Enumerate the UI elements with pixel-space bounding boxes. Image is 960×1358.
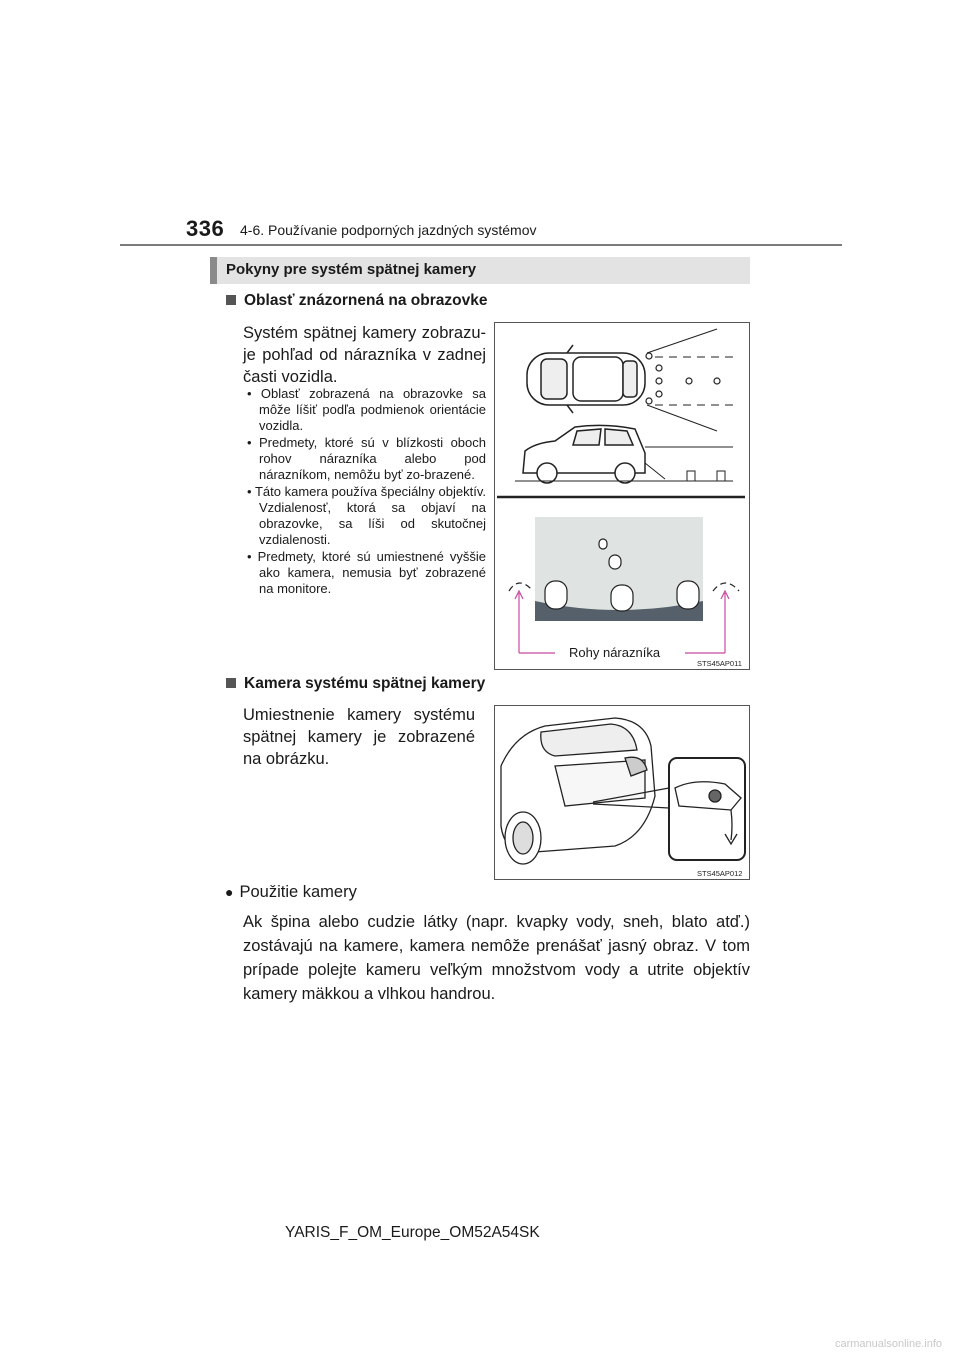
camera-view-figure [494, 322, 750, 670]
circle-bullet-icon: ● [225, 884, 234, 900]
usage-paragraph: Ak špina alebo cudzie látky (napr. kvapky vody, sneh, blato atď.) zostávajú na kamere, kamera nemôže prenášať jasný obraz. V tom prípade polejte kameru veľkým množstvom vody a utrite objektív kamery mäkkou a vlhkou handrou. [243, 913, 750, 1003]
camera-heading-text: Kamera systému spätnej kamery [244, 675, 486, 692]
bullet-item: • Oblasť zobrazená na obrazovke sa môže líšiť podľa podmienok orientácie vozidla. [247, 386, 486, 433]
footer-document-id: YARIS_F_OM_Europe_OM52A54SK [285, 1224, 540, 1241]
section-title: Pokyny pre systém spätnej kamery [226, 261, 477, 278]
page-number: 336 [186, 216, 225, 241]
display-area-bullets [245, 386, 486, 598]
car-side-view-icon [523, 425, 645, 483]
paragraph-line: spätnej kamery je zobrazené [243, 728, 475, 746]
camera-view-illustration [495, 323, 749, 669]
distance-markers [646, 353, 720, 404]
bullet-item: • Táto kamera používa špeciálny objektív. Vzdialenosť, ktorá sa objaví na obrazovke, sa líši od skutočnej vzdialenosti. [247, 484, 486, 547]
chapter-title: 4-6. Používanie podporných jazdných systémov [240, 222, 537, 238]
section-title-bar [210, 257, 750, 284]
square-bullet-icon [226, 295, 236, 305]
display-area-paragraph [243, 322, 486, 388]
usage-heading-text: Použitie kamery [239, 883, 357, 901]
header-rule [120, 244, 842, 246]
paragraph-line: je pohľad od nárazníka v zadnej [243, 346, 486, 364]
paragraph-line: časti vozidla. [243, 368, 338, 386]
paragraph-line: na obrázku. [243, 750, 330, 768]
camera-heading [226, 675, 485, 693]
camera-location-illustration [495, 706, 749, 879]
camera-location-figure [494, 705, 750, 880]
bumper-corners-label: Rohy nárazníka [569, 645, 661, 660]
paragraph-line: Systém spätnej kamery zobrazu- [243, 324, 486, 342]
bullet-item: • Predmety, ktoré sú umiestnené vyššie ako kamera, nemusia byť zobrazené na monitore. [247, 549, 486, 596]
square-bullet-icon [226, 678, 236, 688]
display-area-heading-text: Oblasť znázornená na obrazovke [244, 292, 488, 309]
camera-paragraph [243, 704, 475, 770]
car-rear-view-icon [501, 718, 655, 864]
usage-heading [225, 883, 357, 902]
camera-closeup [669, 758, 745, 860]
display-area-heading [226, 292, 487, 310]
figure-code: STS45AP012 [697, 869, 743, 878]
paragraph-line: Umiestnenie kamery systému [243, 706, 475, 724]
figure-code: STS45AP011 [697, 659, 742, 668]
watermark: carmanualsonline.info [834, 1338, 942, 1350]
bullet-item: • Predmety, ktoré sú v blízkosti oboch rohov nárazníka alebo pod nárazníkom, nemôžu byť zo-brazené. [247, 435, 486, 482]
car-top-view-icon [527, 345, 645, 413]
